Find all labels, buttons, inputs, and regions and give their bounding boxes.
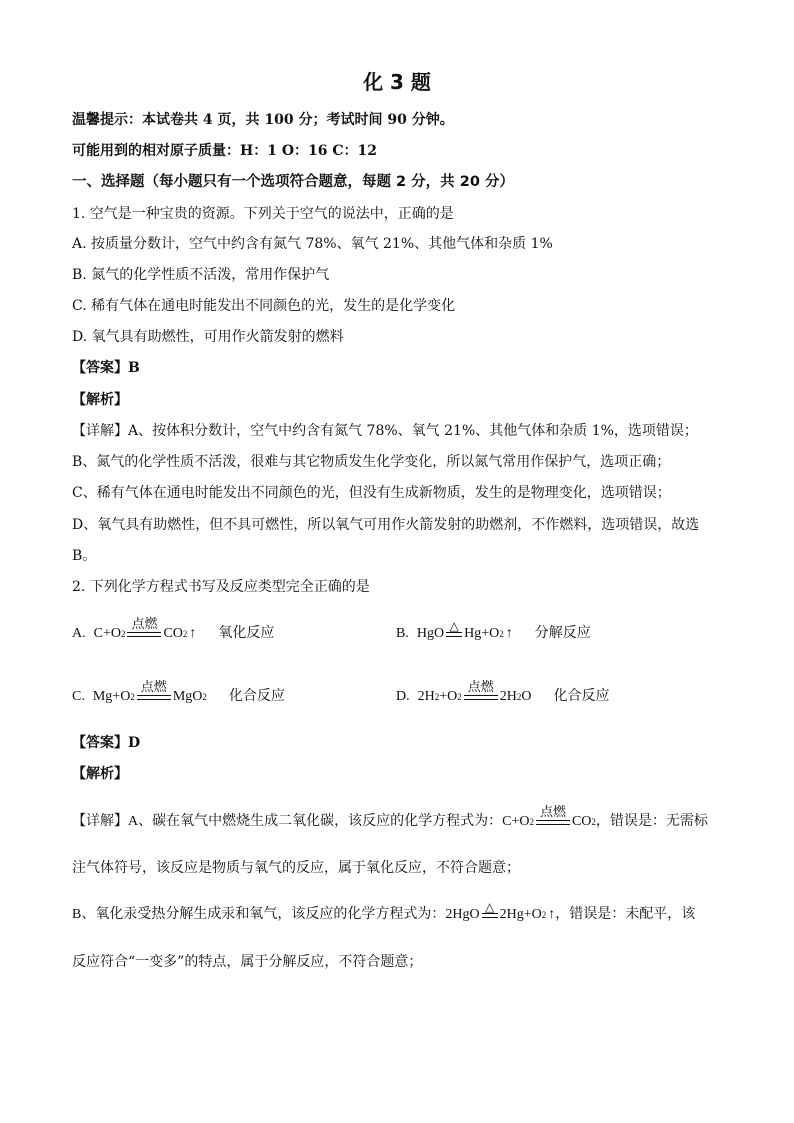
q2-a-reactants: C+O: [93, 626, 121, 641]
q2-detail-b-error: ，错误是：未配平，该: [555, 907, 696, 922]
subscript: 2: [529, 817, 534, 827]
q2-detail-a-text: 【详解】A、碳在氧气中燃烧生成二氧化碳，该反应的化学方程式为：: [72, 814, 503, 829]
q2-detail-a: [72, 804, 708, 832]
q2-detail-a-2: 注气体符号，该反应是物质与氧气的反应，属于氧化反应，不符合题意；: [72, 860, 520, 876]
heat-icon: △: [484, 900, 495, 914]
subscript: 2: [130, 692, 135, 702]
q2-option-d: [396, 679, 610, 707]
q2-stem: 2. 下列化学方程式书写及反应类型完全正确的是: [72, 579, 370, 595]
atomic-masses: 可能用到的相对原子质量：H：1 O：16 C：12: [72, 143, 378, 159]
q2-detail-b-2: 反应符合“一变多”的特点，属于分解反应，不符合题意；: [72, 954, 423, 970]
subscript: 2: [457, 692, 462, 702]
q2-b-reactants: HgO: [416, 626, 445, 641]
q1-stem: 1. 空气是一种宝贵的资源。下列关于空气的说法中，正确的是: [72, 206, 454, 222]
subscript: 2: [516, 692, 522, 702]
q1-detail-a: 【详解】A、按体积分数计，空气中约含有氮气 78%、氧气 21%、其他气体和杂质 1%，选项错误；: [72, 423, 698, 439]
q2-a-type: 氧化反应: [218, 626, 275, 641]
condition-ignite: [137, 679, 171, 704]
q2-d-product-o: O: [521, 689, 532, 704]
q1-analysis-label: 【解析】: [72, 392, 128, 408]
subscript: 2: [202, 692, 207, 702]
equation-products: 2Hg+O: [499, 907, 542, 922]
q2-d-product: 2H: [499, 689, 517, 704]
equation-reactants: 2HgO: [445, 907, 480, 922]
q1-option-a: A. 按质量分数计，空气中约含有氮气 78%、氧气 21%、其他气体和杂质 1%: [72, 236, 553, 252]
condition-text: 点燃: [467, 679, 494, 694]
condition-text: 点燃: [140, 679, 167, 694]
condition-text: 点燃: [131, 616, 158, 631]
q2-a-label: A.: [72, 626, 86, 641]
gas-arrow-icon: ↑: [189, 626, 197, 641]
condition-text: 点燃: [539, 804, 566, 819]
q2-d-type: 化合反应: [553, 689, 610, 704]
q2-c-products: MgO: [172, 689, 203, 704]
q2-c-label: C.: [72, 689, 85, 704]
page-title: 化 3 题: [363, 70, 431, 94]
q2-a-products: CO: [163, 626, 183, 641]
q1-detail-d: D、氧气具有助燃性，但不具可燃性，所以氧气可用作火箭发射的助燃剂，不作燃料，选项错误，故选: [72, 517, 700, 533]
condition-heat: [482, 900, 498, 922]
condition-heat: [446, 619, 462, 641]
q2-option-a: [72, 616, 275, 644]
q2-option-b: [396, 619, 591, 644]
q2-answer: 【答案】D: [72, 735, 141, 751]
subscript: 2: [499, 629, 504, 639]
q2-b-products: Hg+O: [464, 626, 500, 641]
gas-arrow-icon: ↑: [548, 907, 556, 922]
q2-c-type: 化合反应: [228, 689, 285, 704]
condition-ignite: [127, 616, 161, 641]
q1-answer: 【答案】B: [72, 360, 140, 376]
exam-tip: 温馨提示：本试卷共 4 页，共 100 分；考试时间 90 分钟。: [72, 112, 454, 128]
condition-ignite: [464, 679, 498, 704]
heat-icon: △: [449, 619, 459, 633]
q1-detail-b: B、氮气的化学性质不活泼，很难与其它物质发生化学变化，所以氮气常用作保护气，选项正确；: [72, 454, 671, 470]
q1-option-c: C. 稀有气体在通电时能发出不同颜色的光，发生的是化学变化: [72, 298, 456, 314]
q2-d-label: D.: [396, 689, 410, 704]
q2-analysis-label: 【解析】: [72, 766, 128, 782]
subscript: 2: [120, 629, 126, 639]
subscript: 2: [541, 910, 547, 920]
q2-b-type: 分解反应: [534, 626, 591, 641]
q2-detail-b: [72, 900, 696, 925]
q2-option-c: [72, 679, 285, 707]
section-heading: 一、选择题（每小题只有一个选项符合题意，每题 2 分，共 20 分）: [72, 174, 514, 190]
equation-reactants: C+O: [502, 814, 530, 829]
q1-detail-c: C、稀有气体在通电时能发出不同颜色的光，但没有生成新物质，发生的是物理变化，选项错误；: [72, 485, 671, 501]
q2-d-reactant-1: 2H: [417, 689, 435, 704]
equation-products: CO: [571, 814, 592, 829]
condition-ignite: [536, 804, 570, 829]
q1-option-b: B. 氮气的化学性质不活泼，常用作保护气: [72, 267, 330, 283]
q1-detail-end: B。: [72, 548, 97, 564]
q2-c-reactants: Mg+O: [92, 689, 131, 704]
gas-arrow-icon: ↑: [505, 626, 513, 641]
q2-detail-a-error: ，错误是：无需标: [595, 814, 708, 829]
q2-d-reactant-2: +O: [439, 689, 458, 704]
subscript: 2: [591, 817, 596, 827]
subscript: 2: [434, 692, 440, 702]
q2-b-label: B.: [396, 626, 409, 641]
q2-detail-b-text: B、氧化汞受热分解生成汞和氧气，该反应的化学方程式为：: [72, 907, 446, 922]
subscript: 2: [182, 629, 188, 639]
q1-option-d: D. 氧气具有助燃性，可用作火箭发射的燃料: [72, 329, 344, 345]
